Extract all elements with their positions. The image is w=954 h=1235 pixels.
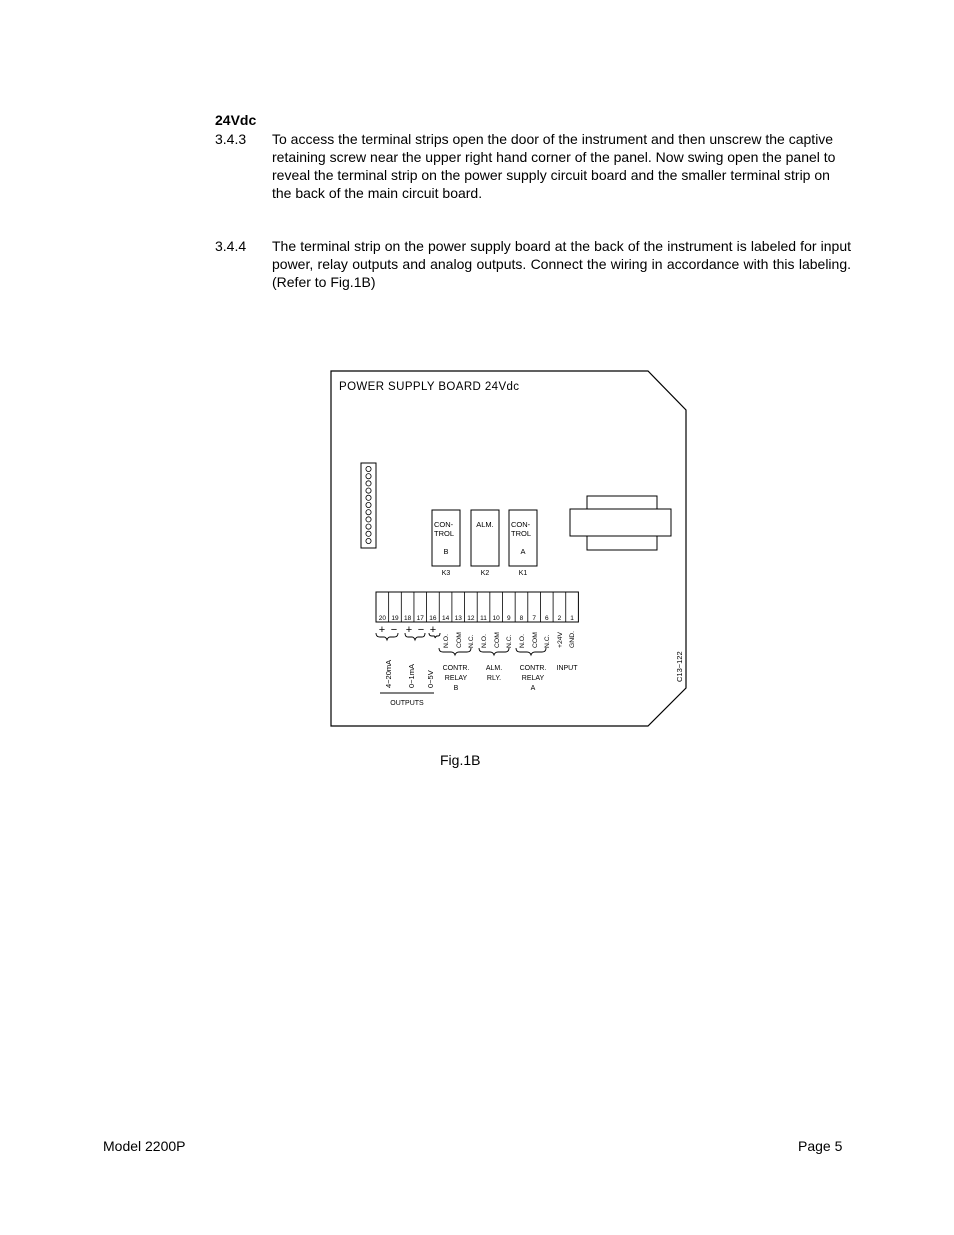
terminal-number: 12 xyxy=(467,615,475,622)
connector-pin xyxy=(366,510,371,515)
outputs-label: OUTPUTS xyxy=(390,700,424,707)
svg-text:RLY.: RLY. xyxy=(486,675,502,682)
svg-text:CONTR.: CONTR. xyxy=(519,665,547,672)
terminal-number: 14 xyxy=(441,615,450,622)
relay-k2 xyxy=(471,510,499,577)
paragraph-number: 3.4.3 xyxy=(215,131,247,147)
connector-pin xyxy=(366,538,371,543)
terminal-number: 16 xyxy=(429,615,437,622)
svg-text:RELAY: RELAY xyxy=(444,675,468,682)
terminal-strip xyxy=(376,592,578,622)
relay-letter: B xyxy=(443,547,449,556)
terminal-number: 20 xyxy=(378,615,386,622)
terminal-number: 10 xyxy=(492,615,500,622)
terminal-label: N.O. xyxy=(481,634,488,648)
terminal-label: N.O. xyxy=(519,634,526,648)
terminal-label: COM xyxy=(456,632,463,648)
terminal-number: 13 xyxy=(454,615,462,622)
paragraph-number: 3.4.4 xyxy=(215,238,247,254)
terminal-number: 2 xyxy=(557,615,562,622)
terminal-label: N.C. xyxy=(544,634,551,648)
paragraph-3-4-3 xyxy=(215,130,851,202)
connector-pin xyxy=(366,524,371,529)
group-contr-relay-a xyxy=(520,665,547,692)
polarity-mark: − xyxy=(390,624,398,636)
transformer xyxy=(570,509,671,536)
terminal-number: 7 xyxy=(532,615,536,622)
connector-pins xyxy=(366,466,371,543)
header-connector xyxy=(361,463,376,548)
terminal-number: 9 xyxy=(507,615,511,622)
relay-label: TROL xyxy=(434,529,455,538)
connector-pin xyxy=(366,531,371,536)
relay-id: K3 xyxy=(441,570,451,577)
terminal-label: +24V xyxy=(557,631,564,648)
connector-pin xyxy=(366,517,371,522)
relay-label: ALM. xyxy=(476,520,494,529)
polarity-mark: + xyxy=(378,624,386,636)
connector-pin xyxy=(366,481,371,486)
terminal-number: 17 xyxy=(416,615,424,622)
paragraph-text: The terminal strip on the power supply board at the back of the instrument is labeled for input power, relay outputs and analog outputs. Connect the wiring in accordance with this labeling. (Refer to Fig.1B) xyxy=(272,238,851,290)
terminal-label: COM xyxy=(494,632,501,648)
terminal-labels xyxy=(443,631,576,648)
terminal-label: N.C. xyxy=(506,634,513,648)
relay-id: K2 xyxy=(480,570,490,577)
relay-k1 xyxy=(509,510,537,577)
section-heading: 24Vdc xyxy=(215,112,257,128)
connector-pin xyxy=(366,495,371,500)
connector-pin xyxy=(366,466,371,471)
terminal-number: 6 xyxy=(544,615,549,622)
terminal-number: 18 xyxy=(404,615,412,622)
drawing-code: C13−122 xyxy=(675,651,684,682)
polarity-mark: + xyxy=(429,624,437,636)
polarity-marks xyxy=(379,624,436,636)
relay-k3 xyxy=(432,510,460,577)
relay-label: CON- xyxy=(434,520,454,529)
footer-page-number: Page 5 xyxy=(798,1138,843,1154)
terminal-label: COM xyxy=(532,632,539,648)
paragraph-3-4-4 xyxy=(215,237,851,291)
output-label-4-20ma: 4−20mA xyxy=(384,659,393,688)
group-contr-relay-b xyxy=(443,665,470,692)
relay-letter: A xyxy=(520,547,526,556)
group-input xyxy=(557,665,579,672)
relay-label: CON- xyxy=(511,520,531,529)
terminal-label: N.O. xyxy=(443,634,450,648)
connector-pin xyxy=(366,502,371,507)
svg-text:A: A xyxy=(530,685,536,692)
terminal-label: GND. xyxy=(569,631,576,648)
svg-text:ALM.: ALM. xyxy=(485,665,503,672)
svg-text:CONTR.: CONTR. xyxy=(442,665,470,672)
board-title: POWER SUPPLY BOARD 24Vdc xyxy=(339,381,520,393)
group-alm-rly xyxy=(486,665,502,682)
power-supply-board-diagram xyxy=(330,370,690,730)
footer-model: Model 2200P xyxy=(103,1138,186,1154)
svg-text:RELAY: RELAY xyxy=(521,675,545,682)
terminal-number: 8 xyxy=(519,615,524,622)
svg-text:B: B xyxy=(453,685,459,692)
terminal-number: 19 xyxy=(391,615,399,622)
relay-id: K1 xyxy=(518,570,528,577)
relay-label: TROL xyxy=(511,529,532,538)
terminal-number: 11 xyxy=(480,615,487,622)
output-label-0-1ma: 0−1mA xyxy=(407,664,416,688)
terminal-number: 1 xyxy=(570,615,574,622)
polarity-mark: − xyxy=(417,624,425,636)
terminal-label: N.C. xyxy=(468,634,475,648)
connector-pin xyxy=(366,488,371,493)
polarity-mark: + xyxy=(405,624,413,636)
output-label-0-5v: 0−5V xyxy=(426,670,435,688)
svg-text:INPUT: INPUT xyxy=(556,665,578,672)
figure-caption: Fig.1B xyxy=(440,752,481,768)
paragraph-text: To access the terminal strips open the door of the instrument and then unscrew the captive retaining screw near the upper right hand corner of the panel. Now swing open the panel to reveal the terminal strip on the power supply circuit board and the smaller terminal strip on the back of the main circuit board. xyxy=(272,131,836,201)
connector-pin xyxy=(366,474,371,479)
